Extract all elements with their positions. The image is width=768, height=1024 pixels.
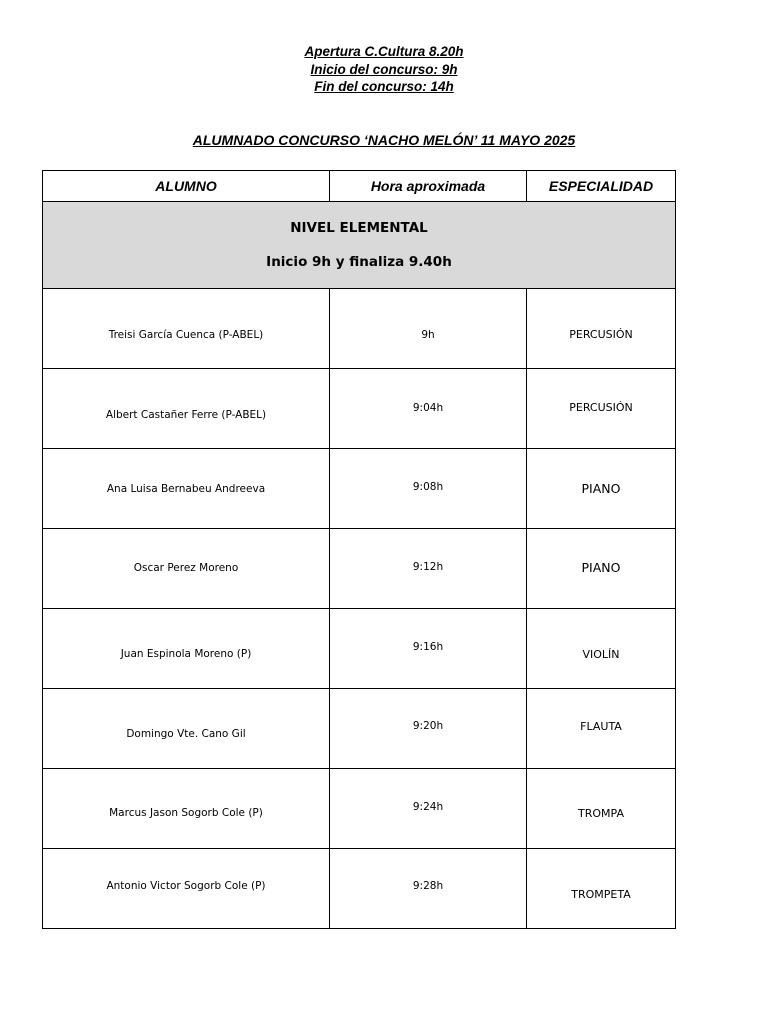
student-time: 9:20h bbox=[330, 689, 527, 769]
student-specialty: PIANO bbox=[527, 529, 676, 609]
students-table bbox=[42, 170, 676, 929]
level-schedule: Inicio 9h y finaliza 9.40h bbox=[266, 254, 452, 270]
level-banner bbox=[43, 202, 676, 289]
student-time: 9:24h bbox=[330, 769, 527, 849]
student-time: 9:04h bbox=[330, 369, 527, 449]
contest-start: Inicio del concurso: 9h bbox=[310, 61, 458, 77]
student-specialty: FLAUTA bbox=[527, 689, 676, 769]
student-specialty: TROMPETA bbox=[527, 849, 676, 929]
level-name: NIVEL ELEMENTAL bbox=[290, 220, 428, 236]
schedule-header bbox=[0, 43, 768, 96]
student-specialty: PERCUSIÓN bbox=[527, 369, 676, 449]
opening-time: Apertura C.Cultura 8.20h bbox=[304, 44, 464, 59]
student-time: 9h bbox=[330, 289, 527, 369]
student-name: Antonio Victor Sogorb Cole (P) bbox=[43, 849, 330, 929]
table-row bbox=[43, 369, 676, 449]
student-time: 9:12h bbox=[330, 529, 527, 609]
table-row bbox=[43, 529, 676, 609]
table-row bbox=[43, 449, 676, 529]
table-row bbox=[43, 289, 676, 369]
table-row bbox=[43, 689, 676, 769]
student-name: Oscar Perez Moreno bbox=[43, 529, 330, 609]
student-name: Treisi García Cuenca (P-ABEL) bbox=[43, 289, 330, 369]
table-row bbox=[43, 609, 676, 689]
table-row bbox=[43, 769, 676, 849]
student-specialty: PERCUSIÓN bbox=[527, 289, 676, 369]
table-row bbox=[43, 849, 676, 929]
document-title: ALUMNADO CONCURSO ‘NACHO MELÓN’ 11 MAYO 2025 bbox=[192, 132, 576, 148]
student-name: Domingo Vte. Cano Gil bbox=[43, 689, 330, 769]
level-row bbox=[43, 202, 676, 289]
column-header-specialty: ESPECIALIDAD bbox=[527, 171, 676, 202]
student-specialty: PIANO bbox=[527, 449, 676, 529]
student-time: 9:28h bbox=[330, 849, 527, 929]
student-name: Marcus Jason Sogorb Cole (P) bbox=[43, 769, 330, 849]
contest-end: Fin del concurso: 14h bbox=[314, 79, 454, 94]
column-header-time: Hora aproximada bbox=[330, 171, 527, 202]
student-specialty: VIOLÍN bbox=[527, 609, 676, 689]
table-header-row bbox=[43, 171, 676, 202]
student-time: 9:16h bbox=[330, 609, 527, 689]
student-name: Juan Espinola Moreno (P) bbox=[43, 609, 330, 689]
student-time: 9:08h bbox=[330, 449, 527, 529]
student-name: Ana Luisa Bernabeu Andreeva bbox=[43, 449, 330, 529]
column-header-student: ALUMNO bbox=[43, 171, 330, 202]
student-name: Albert Castañer Ferre (P-ABEL) bbox=[43, 369, 330, 449]
student-specialty: TROMPA bbox=[527, 769, 676, 849]
